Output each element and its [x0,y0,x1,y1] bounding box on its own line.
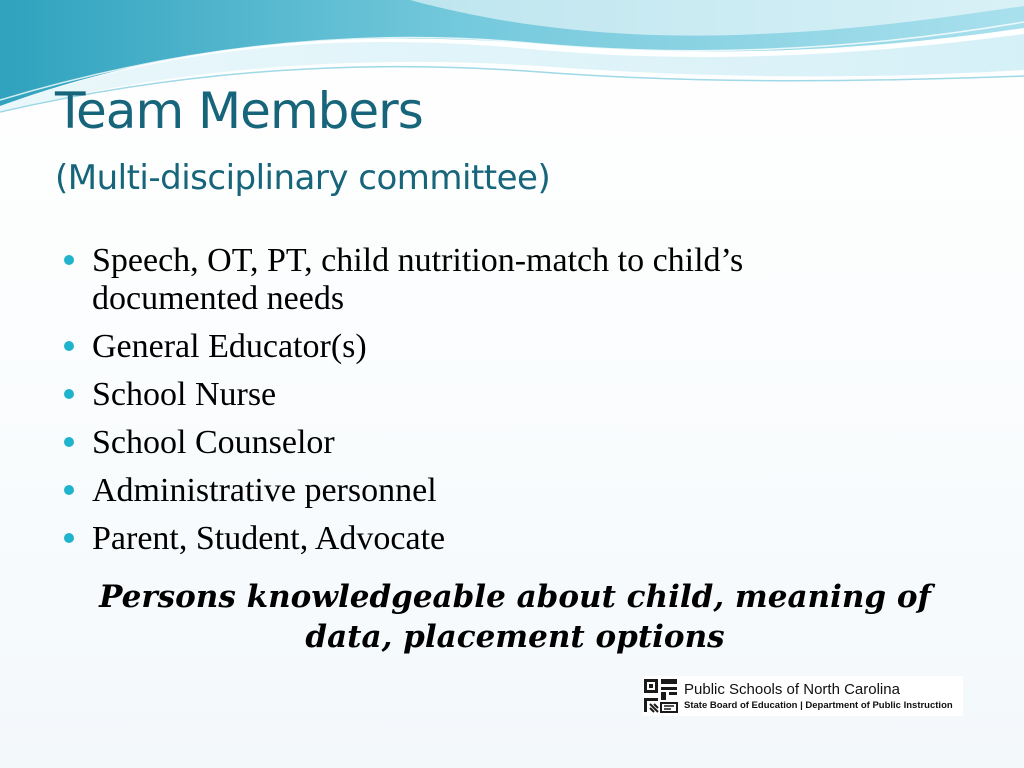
bullet-text: School Nurse [92,376,277,413]
bullet-dot-icon [64,341,74,351]
bullet-dot-icon [64,485,74,495]
emphasis-statement: Persons knowledgeable about child, meaning of data, placement options [99,579,931,655]
bullet-dot-icon [64,389,74,399]
bullet-dot-icon [64,533,74,543]
bullet-text: General Educator(s) [92,328,367,365]
slide-subtitle: (Multi-disciplinary committee) [55,158,551,198]
nc-state-emblem-icon [643,678,678,714]
bullet-item [60,328,960,366]
bullet-list [60,242,960,568]
dpi-logo [643,676,963,716]
bullet-item [60,424,960,462]
bullet-item [60,376,960,414]
bullet-text: Administrative personnel [92,472,437,509]
bullet-item [60,242,960,318]
bullet-item [60,472,960,510]
bullet-dot-icon [64,255,74,265]
bullet-text: School Counselor [92,424,335,461]
bullet-item [60,520,960,558]
logo-org-name: Public Schools of North Carolina [684,680,900,698]
bullet-text: Parent, Student, Advocate [92,520,446,557]
slide-title: Team Members [55,82,423,140]
logo-text-block [684,681,953,712]
bullet-text: Speech, OT, PT, child nutrition-match to child’s documented needs [92,242,744,317]
logo-department: State Board of Education | Department of Public Instruction [684,699,953,711]
bullet-dot-icon [64,437,74,447]
